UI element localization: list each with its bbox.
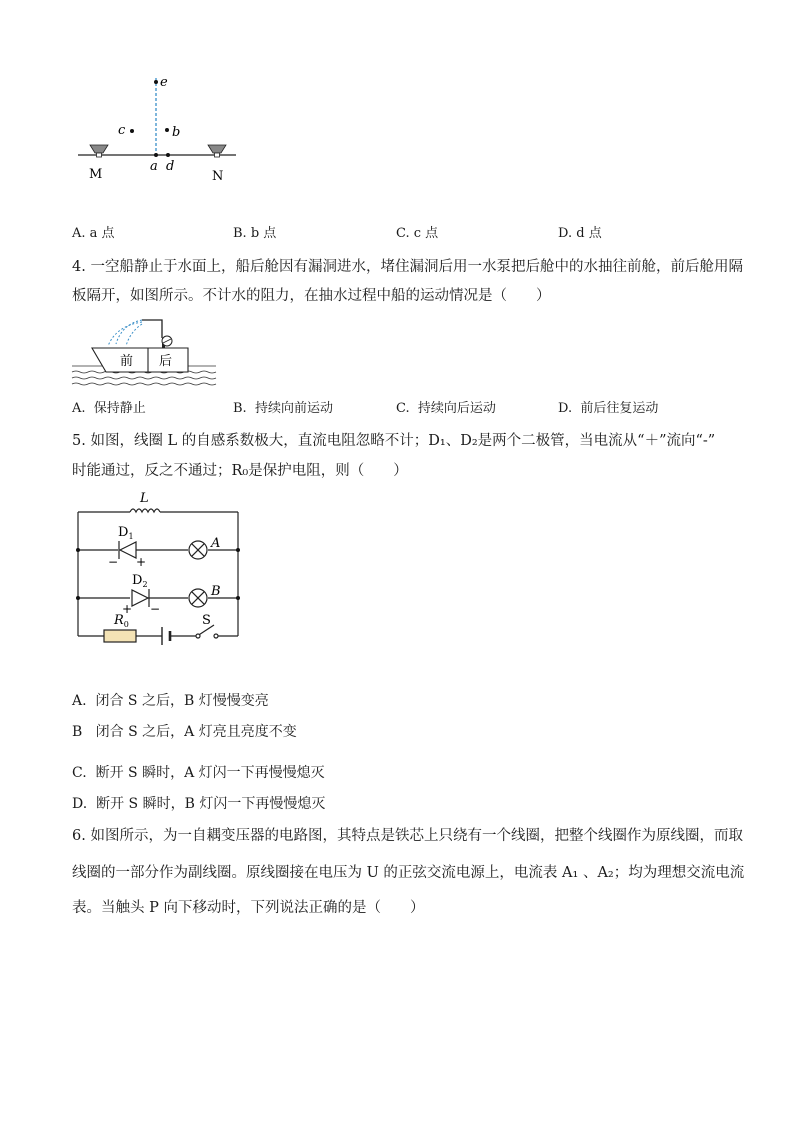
label-d1-plus: + — [136, 555, 147, 569]
q3-option-b: B. b 点 — [233, 226, 277, 241]
diode-d1-icon — [119, 541, 136, 559]
label-s: S — [202, 613, 211, 628]
resistor-r0 — [104, 630, 136, 642]
q5-stem-line2: 时能通过，反之不通过；R₀是保护电阻，则（ ） — [72, 463, 408, 479]
point-b — [165, 128, 169, 132]
inductor-coil — [130, 509, 160, 512]
label-back: 后 — [159, 354, 173, 369]
q4-option-b: B. 持续向前运动 — [233, 401, 333, 416]
label-n: N — [212, 169, 224, 184]
label-d2-plus: + — [122, 602, 133, 616]
field-points-figure — [70, 66, 250, 186]
circuit-figure — [70, 488, 250, 648]
point-a — [154, 153, 158, 157]
q5-option-b: B 闭合 S 之后，A 灯亮且亮度不变 — [72, 724, 297, 740]
battery-icon — [162, 627, 170, 645]
q4-option-c: C. 持续向后运动 — [396, 401, 496, 416]
q6-stem-line2: 线圈的一部分作为副线圈。原线圈接在电压为 U 的正弦交流电源上，电流表 A₁ 、A₂；均为理想交流电流 — [72, 865, 745, 881]
lamp-a-icon — [189, 541, 207, 559]
q3-option-c: C. c 点 — [396, 226, 439, 241]
q5-option-d: D. 断开 S 瞬时，B 灯闪一下再慢慢熄灭 — [72, 796, 326, 812]
label-b: b — [172, 125, 181, 140]
label-r0: $R_0$ — [114, 613, 129, 629]
q4-stem-line1: 4. 一空船静止于水面上，船后舱因有漏洞进水，堵住漏洞后用一水泵把后舱中的水抽往前舱，前后舱用隔 — [72, 259, 743, 275]
diode-d2-icon — [132, 589, 149, 607]
q4-option-a: A. 保持静止 — [72, 401, 146, 416]
q3-option-a: A. a 点 — [72, 226, 115, 241]
boat-figure — [70, 310, 220, 388]
q4-option-d: D. 前后往复运动 — [558, 401, 659, 416]
pump-pipe — [142, 320, 162, 338]
q6-stem-line1: 6. 如图所示，为一自耦变压器的电路图，其特点是铁芯上只绕有一个线圈，把整个线圈作为原线圈，而取 — [72, 828, 743, 844]
label-b: B — [211, 584, 221, 599]
label-d1-minus: − — [108, 555, 119, 569]
label-e: e — [160, 75, 168, 90]
label-d2-minus: − — [150, 602, 161, 616]
boat-hull — [92, 348, 188, 372]
q5-stem-line1: 5. 如图，线圈 L 的自感系数极大，直流电阻忽略不计；D₁、D₂是两个二极管，当电流从“＋”流向“-” — [72, 433, 716, 449]
lamp-b-icon — [189, 589, 207, 607]
label-a: a — [150, 159, 158, 174]
label-l: L — [140, 491, 149, 506]
water-jets — [108, 320, 142, 346]
label-a: A — [211, 536, 221, 551]
q3-option-d: D. d 点 — [558, 226, 602, 241]
label-c: c — [118, 123, 126, 138]
point-c — [130, 129, 134, 133]
point-d — [166, 153, 170, 157]
label-d: d — [166, 159, 175, 174]
label-front: 前 — [120, 354, 134, 369]
label-d1: $D_1$ — [118, 525, 134, 541]
label-m: M — [89, 167, 103, 182]
q6-stem-line3: 表。当触头 P 向下移动时，下列说法正确的是（ ） — [72, 900, 425, 916]
label-d2: $D_2$ — [132, 573, 148, 589]
q4-stem-line2: 板隔开，如图所示。不计水的阻力，在抽水过程中船的运动情况是（ ） — [72, 288, 551, 304]
q5-option-c: C. 断开 S 瞬时，A 灯闪一下再慢慢熄灭 — [72, 765, 325, 781]
q5-option-a: A. 闭合 S 之后，B 灯慢慢变亮 — [72, 693, 269, 709]
point-e — [154, 80, 158, 84]
